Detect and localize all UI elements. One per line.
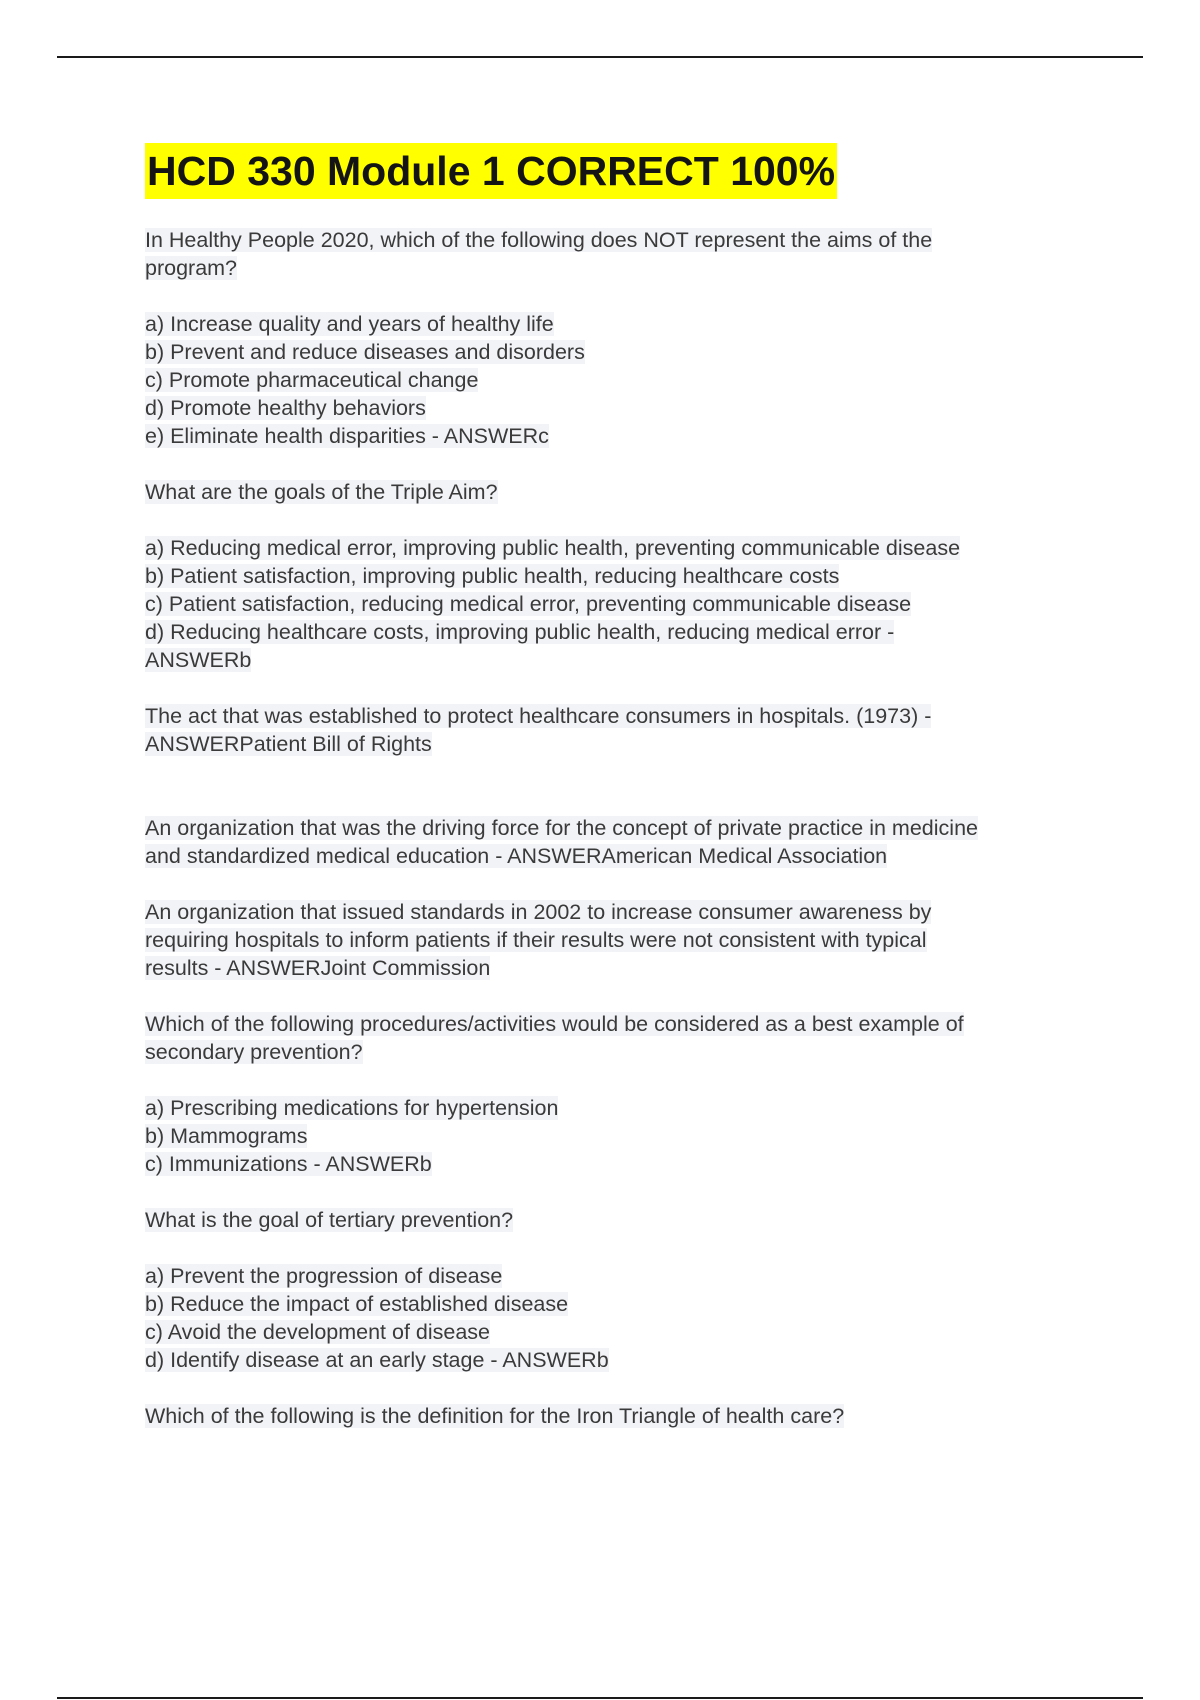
answer-text: results - ANSWERJoint Commission <box>145 956 491 980</box>
question-3 <box>145 702 1095 758</box>
document-title: HCD 330 Module 1 CORRECT 100% <box>145 143 837 199</box>
option-item: b) Reduce the impact of established disease <box>145 1292 569 1316</box>
question-1-options <box>145 310 1095 450</box>
question-text: What is the goal of tertiary prevention? <box>145 1208 514 1232</box>
question-text: requiring hospitals to inform patients if their results were not consistent with typical <box>145 928 927 952</box>
option-item: a) Increase quality and years of healthy life <box>145 312 554 336</box>
option-item: b) Prevent and reduce diseases and disorders <box>145 340 585 364</box>
question-2-options <box>145 534 1095 674</box>
option-item: c) Patient satisfaction, reducing medical error, preventing communicable disease <box>145 592 912 616</box>
question-4 <box>145 814 1095 870</box>
answer-text: and standardized medical education - ANSWERAmerican Medical Association <box>145 844 888 868</box>
option-item: c) Promote pharmaceutical change <box>145 368 479 392</box>
question-7-options <box>145 1262 1095 1374</box>
question-text: secondary prevention? <box>145 1040 363 1064</box>
option-item: c) Avoid the development of disease <box>145 1320 491 1344</box>
document-body <box>145 143 1095 1430</box>
option-item: d) Reducing healthcare costs, improving public health, reducing medical error - <box>145 620 895 644</box>
option-item: a) Reducing medical error, improving public health, preventing communicable disease <box>145 536 961 560</box>
question-7 <box>145 1206 1095 1234</box>
question-text: The act that was established to protect healthcare consumers in hospitals. (1973) - <box>145 704 932 728</box>
option-item-answer: c) Immunizations - ANSWERb <box>145 1152 432 1176</box>
option-item: a) Prevent the progression of disease <box>145 1264 503 1288</box>
option-item: b) Patient satisfaction, improving public health, reducing healthcare costs <box>145 564 840 588</box>
question-text: Which of the following procedures/activities would be considered as a best example of <box>145 1012 964 1036</box>
question-6-options <box>145 1094 1095 1178</box>
question-text: program? <box>145 256 238 280</box>
question-1 <box>145 226 1095 282</box>
top-rule <box>57 56 1143 58</box>
bottom-rule <box>57 1697 1143 1699</box>
answer-text: ANSWERPatient Bill of Rights <box>145 732 432 756</box>
question-text: In Healthy People 2020, which of the following does NOT represent the aims of the <box>145 228 933 252</box>
question-text: An organization that issued standards in 2002 to increase consumer awareness by <box>145 900 932 924</box>
option-item: a) Prescribing medications for hypertension <box>145 1096 559 1120</box>
option-item: d) Promote healthy behaviors <box>145 396 426 420</box>
option-item-answer: d) Identify disease at an early stage - ANSWERb <box>145 1348 609 1372</box>
question-6 <box>145 1010 1095 1066</box>
question-text: What are the goals of the Triple Aim? <box>145 480 498 504</box>
option-item-answer: ANSWERb <box>145 648 252 672</box>
option-item: b) Mammograms <box>145 1124 308 1148</box>
question-2 <box>145 478 1095 506</box>
question-8 <box>145 1402 1095 1430</box>
option-item-answer: e) Eliminate health disparities - ANSWERc <box>145 424 549 448</box>
question-5 <box>145 898 1095 982</box>
question-text: An organization that was the driving force for the concept of private practice in medicine <box>145 816 978 840</box>
question-text: Which of the following is the definition for the Iron Triangle of health care? <box>145 1404 845 1428</box>
